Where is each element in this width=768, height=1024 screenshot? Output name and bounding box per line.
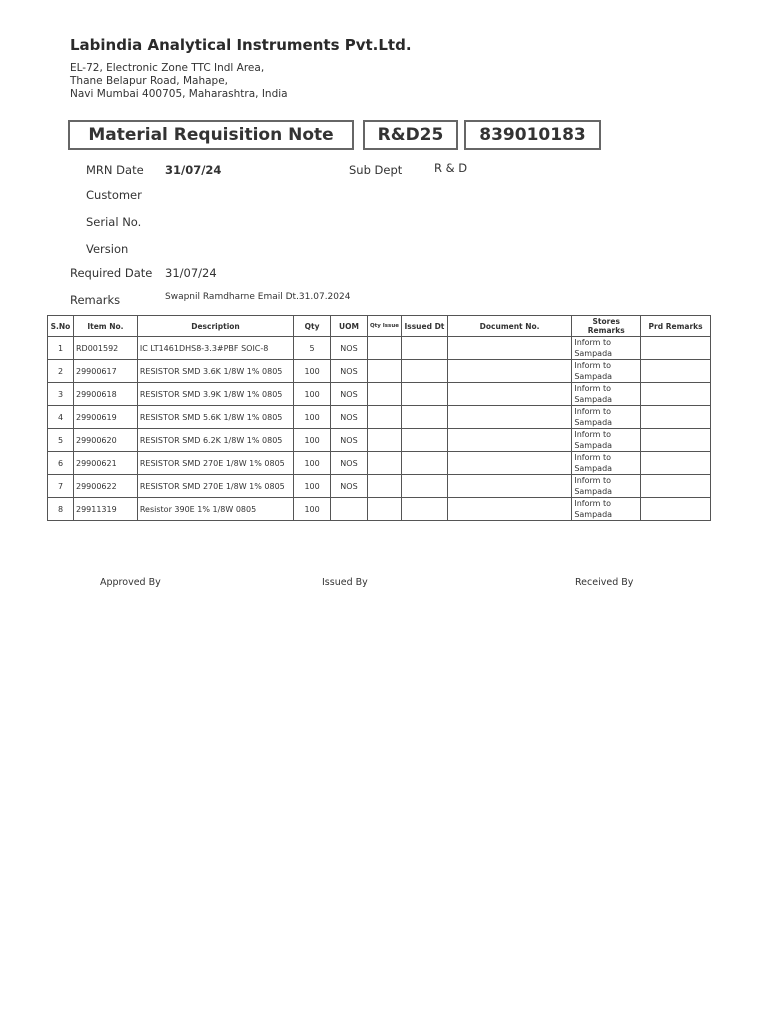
cell-qty: 100 bbox=[294, 360, 331, 383]
cell-qty: 100 bbox=[294, 383, 331, 406]
cell-qty-issue bbox=[367, 360, 401, 383]
cell-qty: 100 bbox=[294, 452, 331, 475]
col-stores-remarks: Stores Remarks bbox=[572, 316, 641, 337]
cell-qty-issue bbox=[367, 452, 401, 475]
version-label: Version bbox=[86, 242, 129, 256]
customer-label: Customer bbox=[86, 188, 142, 202]
cell-document-no bbox=[447, 475, 571, 498]
cell-item-no: 29900617 bbox=[73, 360, 137, 383]
cell-sno: 8 bbox=[48, 498, 74, 521]
cell-prd-remarks bbox=[641, 337, 711, 360]
cell-document-no bbox=[447, 498, 571, 521]
cell-document-no bbox=[447, 429, 571, 452]
cell-qty-issue bbox=[367, 337, 401, 360]
cell-issued-dt bbox=[401, 475, 447, 498]
table-row bbox=[48, 429, 711, 452]
table-row bbox=[48, 406, 711, 429]
cell-sno: 2 bbox=[48, 360, 74, 383]
cell-qty: 100 bbox=[294, 429, 331, 452]
table-header-row bbox=[48, 316, 711, 337]
cell-sno: 7 bbox=[48, 475, 74, 498]
cell-item-no: 29900621 bbox=[73, 452, 137, 475]
sub-dept-label: Sub Dept bbox=[349, 163, 403, 177]
table-row bbox=[48, 360, 711, 383]
col-description: Description bbox=[137, 316, 293, 337]
cell-sno: 4 bbox=[48, 406, 74, 429]
col-issued-dt: Issued Dt bbox=[401, 316, 447, 337]
required-date-label: Required Date bbox=[70, 266, 153, 280]
cell-sno: 6 bbox=[48, 452, 74, 475]
table-row bbox=[48, 383, 711, 406]
col-qty: Qty bbox=[294, 316, 331, 337]
cell-uom: NOS bbox=[331, 406, 368, 429]
cell-qty: 100 bbox=[294, 406, 331, 429]
cell-issued-dt bbox=[401, 406, 447, 429]
mrn-date-value: 31/07/24 bbox=[165, 163, 222, 177]
cell-item-no: 29900622 bbox=[73, 475, 137, 498]
serial-no-label: Serial No. bbox=[86, 215, 142, 229]
table-row bbox=[48, 475, 711, 498]
cell-qty-issue bbox=[367, 498, 401, 521]
cell-description: RESISTOR SMD 270E 1/8W 1% 0805 bbox=[137, 452, 293, 475]
cell-stores-remarks: Inform to Sampada bbox=[572, 337, 641, 360]
required-date-value: 31/07/24 bbox=[165, 266, 217, 280]
cell-uom: NOS bbox=[331, 475, 368, 498]
cell-prd-remarks bbox=[641, 429, 711, 452]
dept-code: R&D25 bbox=[377, 125, 444, 145]
cell-stores-remarks: Inform to Sampada bbox=[572, 475, 641, 498]
cell-sno: 5 bbox=[48, 429, 74, 452]
cell-document-no bbox=[447, 337, 571, 360]
cell-uom: NOS bbox=[331, 452, 368, 475]
mrn-number-box bbox=[464, 120, 601, 150]
cell-prd-remarks bbox=[641, 498, 711, 521]
cell-issued-dt bbox=[401, 429, 447, 452]
cell-prd-remarks bbox=[641, 360, 711, 383]
cell-uom: NOS bbox=[331, 383, 368, 406]
cell-description: IC LT1461DHS8-3.3#PBF SOIC-8 bbox=[137, 337, 293, 360]
table-row bbox=[48, 337, 711, 360]
cell-item-no: 29900618 bbox=[73, 383, 137, 406]
cell-uom: NOS bbox=[331, 360, 368, 383]
cell-sno: 1 bbox=[48, 337, 74, 360]
cell-stores-remarks: Inform to Sampada bbox=[572, 360, 641, 383]
received-by-label: Received By bbox=[575, 577, 634, 588]
mrn-date-label: MRN Date bbox=[86, 163, 144, 177]
cell-item-no: RD001592 bbox=[73, 337, 137, 360]
dept-code-box bbox=[363, 120, 458, 150]
cell-description: Resistor 390E 1% 1/8W 0805 bbox=[137, 498, 293, 521]
cell-description: RESISTOR SMD 5.6K 1/8W 1% 0805 bbox=[137, 406, 293, 429]
table-row bbox=[48, 498, 711, 521]
cell-issued-dt bbox=[401, 337, 447, 360]
col-sno: S.No bbox=[48, 316, 74, 337]
cell-stores-remarks: Inform to Sampada bbox=[572, 429, 641, 452]
address-line-2: Thane Belapur Road, Mahape, bbox=[70, 75, 229, 87]
remarks-label: Remarks bbox=[70, 293, 121, 307]
cell-item-no: 29911319 bbox=[73, 498, 137, 521]
document-title: Material Requisition Note bbox=[88, 125, 334, 145]
cell-qty: 100 bbox=[294, 498, 331, 521]
cell-uom: NOS bbox=[331, 429, 368, 452]
cell-prd-remarks bbox=[641, 406, 711, 429]
cell-document-no bbox=[447, 452, 571, 475]
mrn-number: 839010183 bbox=[479, 125, 586, 145]
cell-qty: 5 bbox=[294, 337, 331, 360]
issued-by-label: Issued By bbox=[322, 577, 368, 588]
cell-qty: 100 bbox=[294, 475, 331, 498]
cell-issued-dt bbox=[401, 498, 447, 521]
cell-sno: 3 bbox=[48, 383, 74, 406]
cell-uom: NOS bbox=[331, 337, 368, 360]
col-prd-remarks: Prd Remarks bbox=[641, 316, 711, 337]
company-name: Labindia Analytical Instruments Pvt.Ltd. bbox=[70, 36, 412, 54]
cell-stores-remarks: Inform to Sampada bbox=[572, 406, 641, 429]
cell-prd-remarks bbox=[641, 452, 711, 475]
col-document-no: Document No. bbox=[447, 316, 571, 337]
cell-prd-remarks bbox=[641, 475, 711, 498]
sub-dept-value: R & D bbox=[434, 161, 468, 175]
cell-document-no bbox=[447, 383, 571, 406]
approved-by-label: Approved By bbox=[100, 577, 161, 588]
cell-description: RESISTOR SMD 6.2K 1/8W 1% 0805 bbox=[137, 429, 293, 452]
col-qty-issue: Qty Issue bbox=[367, 316, 401, 337]
cell-issued-dt bbox=[401, 383, 447, 406]
cell-item-no: 29900620 bbox=[73, 429, 137, 452]
cell-description: RESISTOR SMD 3.9K 1/8W 1% 0805 bbox=[137, 383, 293, 406]
cell-qty-issue bbox=[367, 475, 401, 498]
document-title-box bbox=[68, 120, 354, 150]
cell-stores-remarks: Inform to Sampada bbox=[572, 452, 641, 475]
col-item-no: Item No. bbox=[73, 316, 137, 337]
cell-issued-dt bbox=[401, 360, 447, 383]
cell-item-no: 29900619 bbox=[73, 406, 137, 429]
cell-prd-remarks bbox=[641, 383, 711, 406]
cell-qty-issue bbox=[367, 429, 401, 452]
cell-stores-remarks: Inform to Sampada bbox=[572, 383, 641, 406]
cell-qty-issue bbox=[367, 406, 401, 429]
col-uom: UOM bbox=[331, 316, 368, 337]
cell-uom bbox=[331, 498, 368, 521]
address-line-3: Navi Mumbai 400705, Maharashtra, India bbox=[70, 88, 288, 100]
cell-description: RESISTOR SMD 270E 1/8W 1% 0805 bbox=[137, 475, 293, 498]
items-table bbox=[47, 315, 711, 521]
cell-document-no bbox=[447, 406, 571, 429]
cell-description: RESISTOR SMD 3.6K 1/8W 1% 0805 bbox=[137, 360, 293, 383]
table-row bbox=[48, 452, 711, 475]
cell-issued-dt bbox=[401, 452, 447, 475]
address-line-1: EL-72, Electronic Zone TTC Indl Area, bbox=[70, 62, 265, 74]
remarks-value: Swapnil Ramdharne Email Dt.31.07.2024 bbox=[165, 292, 351, 302]
cell-document-no bbox=[447, 360, 571, 383]
cell-qty-issue bbox=[367, 383, 401, 406]
cell-stores-remarks: Inform to Sampada bbox=[572, 498, 641, 521]
